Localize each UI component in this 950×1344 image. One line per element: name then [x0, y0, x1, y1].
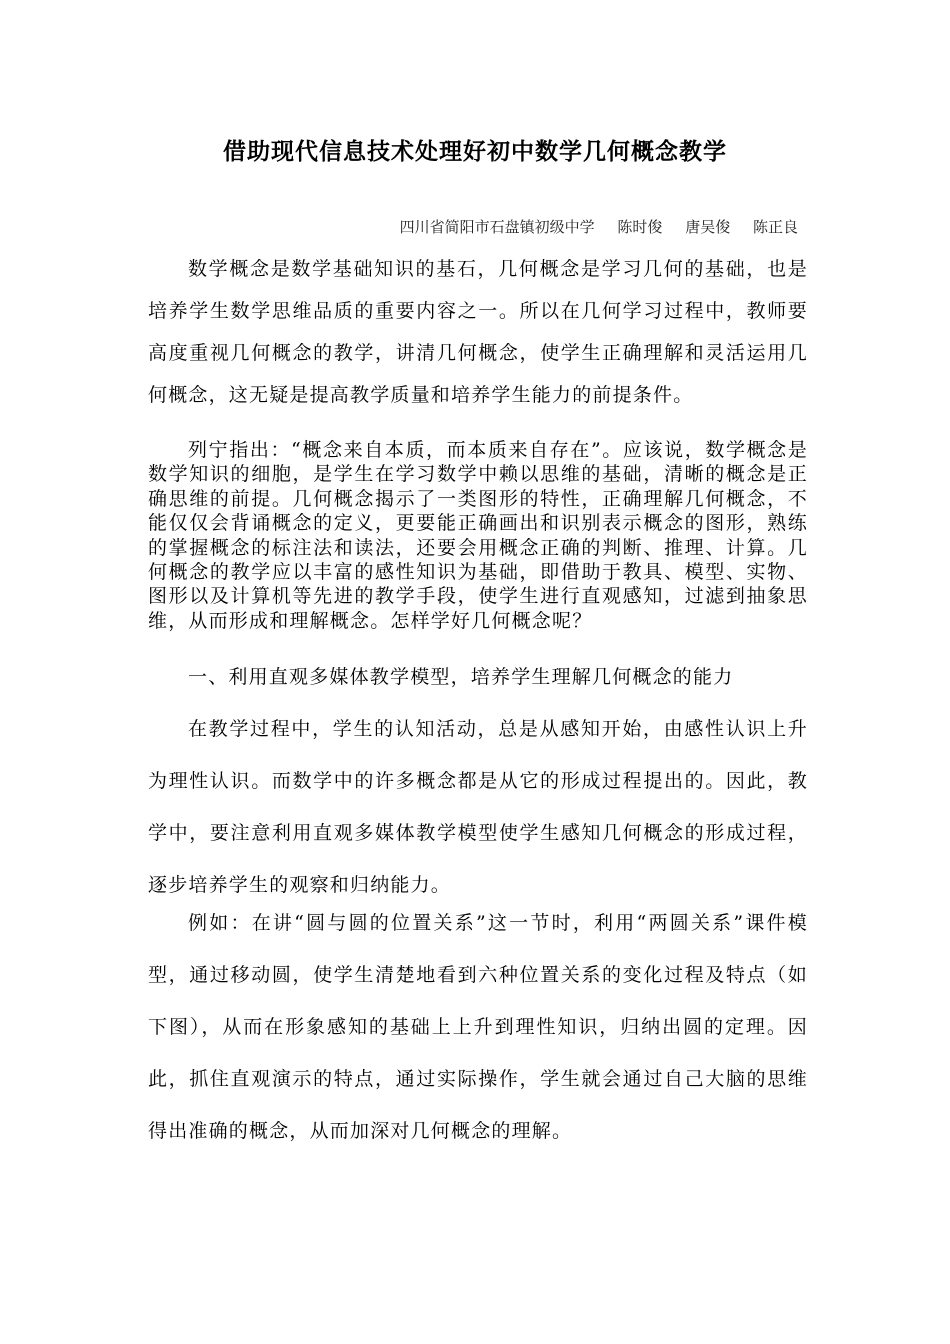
author-byline — [400, 216, 798, 237]
paragraph-example: 例如：在讲“圆与圆的位置关系”这一节时，利用“两圆关系”课件模型，通过移动圆，使学生清楚地看到六种位置关系的变化过程及特点（如下图），从而在形象感知的基础上上升到理性知识，归纳出圆的定理。因此，抓住直观演示的特点，通过实际操作，学生就会通过自己大脑的思维得出准确的概念，从而加深对几何概念的理解。 — [148, 912, 808, 1142]
paragraph-lenin-quote: 列宁指出：“概念来自本质，而本质来自存在”。应该说，数学概念是数学知识的细胞，是学生在学习数学中赖以思维的基础，清晰的概念是正确思维的前提。几何概念揭示了一类图形的特性，正确理解几何概念，不能仅仅会背诵概念的定义，更要能正确画出和识别表示概念的图形，熟练的掌握概念的标注法和读法，还要会用概念正确的判断、推理、计算。几何概念的教学应以丰富的感性知识为基础，即借助于教具、模型、实物、图形以及计算机等先进的教学手段，使学生进行直观感知，过滤到抽象思维，从而形成和理解概念。怎样学好几何概念呢？ — [148, 439, 808, 632]
paragraph-intro: 数学概念是数学基础知识的基石，几何概念是学习几何的基础，也是培养学生数学思维品质的重要内容之一。所以在几何学习过程中，教师要高度重视几何概念的教学，讲清几何概念，使学生正确理解和灵活运用几何概念，这无疑是提高教学质量和培养学生能力的前提条件。 — [148, 258, 808, 406]
section-heading-1: 一、利用直观多媒体教学模型，培养学生理解几何概念的能力 — [188, 666, 734, 688]
school-name: 四川省简阳市石盘镇初级中学 — [399, 218, 595, 236]
author-name: 唐吴俊 — [685, 218, 731, 236]
author-name: 陈正良 — [752, 218, 798, 236]
paragraph-teaching-process: 在教学过程中，学生的认知活动，总是从感知开始，由感性认识上升为理性认识。而数学中的许多概念都是从它的形成过程提出的。因此，教学中，要注意利用直观多媒体教学模型使学生感知几何概念的形成过程，逐步培养学生的观察和归纳能力。 — [148, 718, 808, 896]
page-title: 借助现代信息技术处理好初中数学几何概念教学 — [223, 139, 727, 165]
author-name: 陈时俊 — [617, 218, 663, 236]
